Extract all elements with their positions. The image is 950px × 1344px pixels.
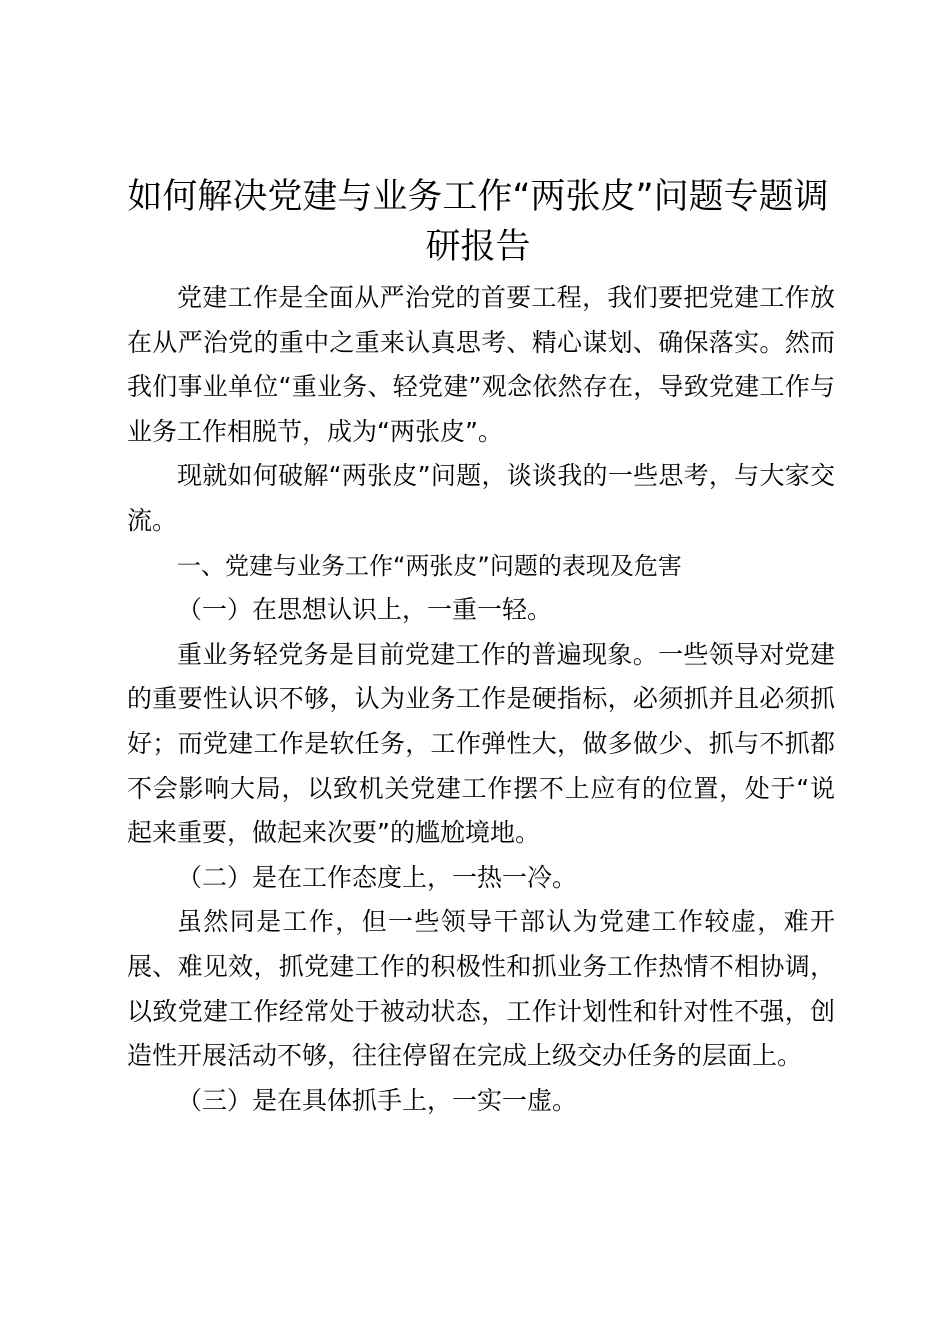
paragraph-intro: 党建工作是全面从严治党的首要工程，我们要把党建工作放在从严治党的重中之重来认真思考、精心谋划、确保落实。然而我们事业单位“重业务、轻党建”观念依然存在，导致党建工作与业务工作相脱节，成为“两张皮”。 (127, 283, 835, 446)
subsection-heading-3: （三）是在具体抓手上，一实一虚。 (177, 1085, 578, 1115)
paragraph-subsection-1: 重业务轻党务是目前党建工作的普遍现象。一些领导对党建的重要性认识不够，认为业务工作是硬指标，必须抓并且必须抓好；而党建工作是软任务，工作弹性大，做多做少、抓与不抓都不会影响大局，以致机关党建工作摆不上应有的位置，处于“说起来重要，做起来次要”的尴尬境地。 (127, 639, 835, 848)
document-title: 如何解决党建与业务工作“两张皮”问题专题调研报告 (127, 177, 829, 267)
section-heading-1: 一、党建与业务工作“两张皮”问题的表现及危害 (177, 551, 682, 580)
document-body (127, 276, 835, 1123)
paragraph-purpose: 现就如何破解“两张皮”问题，谈谈我的一些思考，与大家交流。 (127, 461, 835, 535)
subsection-heading-2: （二）是在工作态度上，一热一冷。 (177, 862, 578, 892)
subsection-heading-1: （一）在思想认识上，一重一轻。 (177, 595, 553, 625)
paragraph-subsection-2: 虽然同是工作，但一些领导干部认为党建工作较虚，难开展、难见效，抓党建工作的积极性和抓业务工作热情不相协调，以致党建工作经常处于被动状态，工作计划性和针对性不强，创造性开展活动不够，往往停留在完成上级交办任务的层面上。 (127, 907, 835, 1071)
